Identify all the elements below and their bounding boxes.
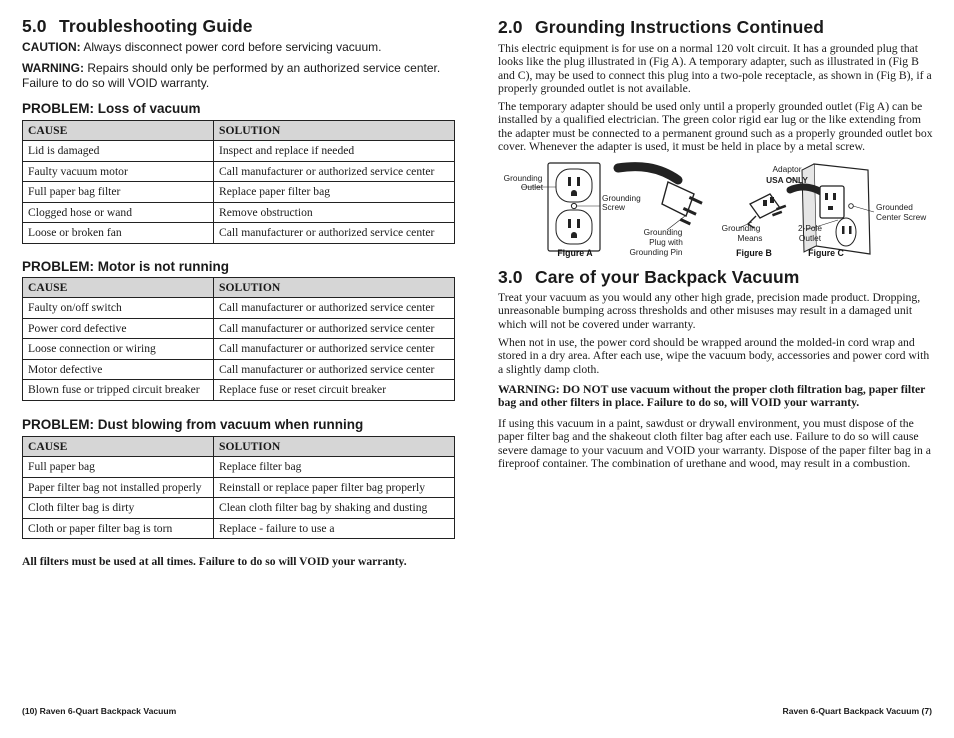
label-adaptor: Adaptor — [772, 164, 802, 174]
header-solution: SOLUTION — [214, 437, 455, 457]
care-warning: WARNING: DO NOT use vacuum without the proper cloth filtration bag, paper filter bag and other filters in place. Failure to do so, will VOID your warranty. — [498, 383, 926, 410]
solution-cell: Replace - failure to use a — [214, 518, 455, 539]
problem-title: PROBLEM: Loss of vacuum — [22, 101, 201, 116]
cause-cell: Faulty on/off switch — [23, 298, 214, 319]
table-row — [23, 359, 455, 380]
cause-cell: Paper filter bag not installed properly — [23, 477, 214, 498]
warning-note — [22, 61, 452, 91]
solution-cell: Replace fuse or reset circuit breaker — [214, 380, 455, 401]
table-row — [23, 161, 455, 182]
problem-title: PROBLEM: Motor is not running — [22, 259, 229, 274]
solution-cell: Inspect and replace if needed — [214, 141, 455, 162]
table-row — [23, 141, 455, 162]
table-row — [23, 223, 455, 244]
table-header-row — [23, 437, 455, 457]
table-row — [23, 518, 455, 539]
solution-cell: Remove obstruction — [214, 202, 455, 223]
header-solution: SOLUTION — [214, 121, 455, 141]
label-grounding-plug: Grounding — [643, 227, 683, 237]
table-row — [23, 380, 455, 401]
solution-cell: Reinstall or replace paper filter bag properly — [214, 477, 455, 498]
solution-cell: Call manufacturer or authorized service center — [214, 298, 455, 319]
solution-cell: Replace filter bag — [214, 457, 455, 478]
troubleshooting-table — [22, 436, 455, 539]
caption-figure-a: Figure A — [557, 248, 593, 258]
table-row — [23, 318, 455, 339]
section-number: 5.0 — [22, 16, 47, 36]
cause-cell: Blown fuse or tripped circuit breaker — [23, 380, 214, 401]
caution-text: Always disconnect power cord before servicing vacuum. — [80, 40, 382, 54]
table-row — [23, 498, 455, 519]
cause-cell: Full paper bag — [23, 457, 214, 478]
header-cause: CAUSE — [23, 437, 214, 457]
care-paragraph: When not in use, the power cord should be wrapped around the molded-in cord wrap and stored in a dry area. After each use, wipe the vacuum body, accessories and power cord with a slightly damp cloth. — [498, 336, 930, 376]
section-number: 3.0 — [498, 267, 523, 287]
cause-cell: Cloth filter bag is dirty — [23, 498, 214, 519]
table-row — [23, 298, 455, 319]
care-paragraph: If using this vacuum in a paint, sawdust or drywall environment, you must dispose of the paper filter bag and the shakeout cloth filter bag after each use. Failure to do so will cause severe damage to your vacuum and VOID your warranty. Dispose of the paper filter bag in a fireproof container. The combination of urethane and wood, may result in a combustion. — [498, 417, 931, 471]
troubleshooting-heading — [22, 16, 253, 37]
warning-label: WARNING: — [22, 61, 84, 75]
cause-cell: Loose connection or wiring — [23, 339, 214, 360]
section-title: Care of your Backpack Vacuum — [535, 267, 800, 287]
section-number: 2.0 — [498, 17, 523, 37]
troubleshooting-table — [22, 120, 455, 244]
header-cause: CAUSE — [23, 278, 214, 298]
label-grounding-screw: Screw — [602, 202, 626, 212]
label-grounding-plug: Grounding Pin — [629, 247, 683, 257]
solution-cell: Call manufacturer or authorized service center — [214, 161, 455, 182]
label-grounding-means: Means — [737, 233, 763, 243]
grounding-figure — [498, 160, 934, 262]
label-grounding-screw: Grounding — [602, 193, 641, 203]
cause-cell: Cloth or paper filter bag is torn — [23, 518, 214, 539]
label-grounding-means: Grounding — [721, 223, 761, 233]
left-page-footer: (10) Raven 6-Quart Backpack Vacuum — [22, 706, 177, 716]
cause-cell: Full paper bag filter — [23, 182, 214, 203]
cause-cell: Faulty vacuum motor — [23, 161, 214, 182]
caption-figure-c: Figure C — [808, 248, 844, 258]
label-grounding-plug: Plug with — [649, 237, 683, 247]
label-two-pole-outlet: 2-Pole — [798, 223, 822, 233]
solution-cell: Call manufacturer or authorized service center — [214, 339, 455, 360]
caption-figure-b: Figure B — [736, 248, 772, 258]
table-header-row — [23, 121, 455, 141]
grounding-heading — [498, 17, 824, 38]
label-grounded-center-screw: Grounded — [876, 202, 913, 212]
care-paragraph: Treat your vacuum as you would any other high grade, precision made product. Dropping, unreasonable bumping across thresholds and other misuses may result in a damaged unit which will not be covered under warranty. — [498, 291, 921, 331]
table-row — [23, 477, 455, 498]
cause-cell: Lid is damaged — [23, 141, 214, 162]
table-row — [23, 339, 455, 360]
section-title: Grounding Instructions Continued — [535, 17, 825, 37]
table-header-row — [23, 278, 455, 298]
grounding-paragraph: This electric equipment is for use on a normal 120 volt circuit. It has a grounded plug that looks like the plug illustrated in (Fig A). A temporary adapter, such as illustrated in (Fig B and C), may be used to connect this plug into a two-pole receptacle, as shown in (Fig B), if a properly grounded outlet is not available. — [498, 42, 932, 96]
cause-cell: Loose or broken fan — [23, 223, 214, 244]
table-row — [23, 457, 455, 478]
label-grounding-outlet: Outlet — [520, 182, 544, 192]
label-grounding-outlet: Grounding — [503, 173, 543, 183]
table-row — [23, 182, 455, 203]
care-heading — [498, 267, 799, 288]
solution-cell: Call manufacturer or authorized service center — [214, 318, 455, 339]
grounding-illustration — [498, 160, 934, 262]
solution-cell: Call manufacturer or authorized service center — [214, 223, 455, 244]
label-grounded-center-screw: Center Screw — [876, 212, 927, 222]
cause-cell: Motor defective — [23, 359, 214, 380]
solution-cell: Clean cloth filter bag by shaking and dusting — [214, 498, 455, 519]
label-usa-only: USA ONLY — [766, 175, 808, 185]
cause-cell: Clogged hose or wand — [23, 202, 214, 223]
caution-label: CAUTION: — [22, 40, 81, 54]
table-row — [23, 202, 455, 223]
header-solution: SOLUTION — [214, 278, 455, 298]
warning-text: Repairs should only be performed by an authorized service center. Failure to do so will VOID warranty. — [22, 61, 441, 90]
grounding-paragraph: The temporary adapter should be used only until a properly grounded outlet (Fig A) can be installed by a qualified electrician. The green color rigid ear lug or the like extending from the adapter must be connected to a permanent ground such as a properly grounded outlet box cover. Whenever the adapter is used, it must be held in place by a metal screw. — [498, 100, 933, 154]
caution-note — [22, 40, 452, 55]
filters-warning: All filters must be used at all times. Failure to do so will VOID your warranty. — [22, 555, 407, 568]
cause-cell: Power cord defective — [23, 318, 214, 339]
troubleshooting-table — [22, 277, 455, 401]
solution-cell: Call manufacturer or authorized service center — [214, 359, 455, 380]
label-two-pole-outlet: Outlet — [798, 233, 822, 243]
header-cause: CAUSE — [23, 121, 214, 141]
problem-title: PROBLEM: Dust blowing from vacuum when running — [22, 417, 364, 432]
section-title: Troubleshooting Guide — [59, 16, 253, 36]
solution-cell: Replace paper filter bag — [214, 182, 455, 203]
right-page-footer: Raven 6-Quart Backpack Vacuum (7) — [782, 706, 932, 716]
